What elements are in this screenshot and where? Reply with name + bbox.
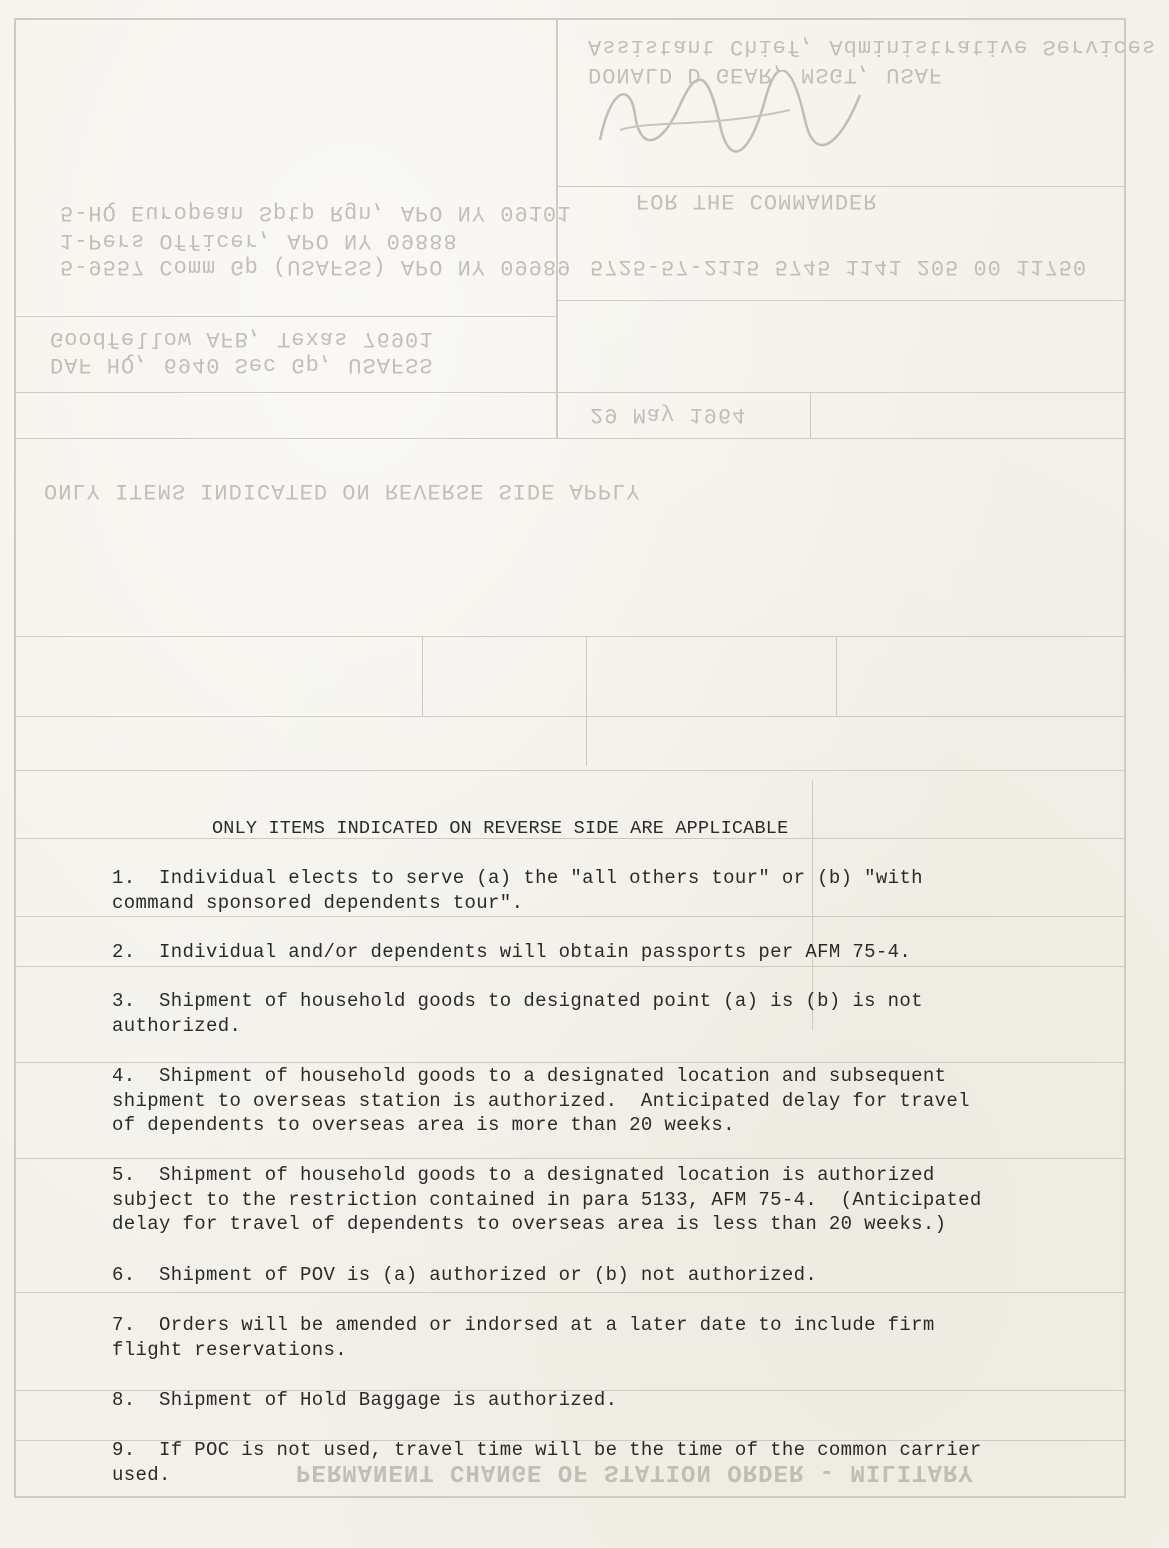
item-line: delay for travel of dependents to overseas area is less than 20 weeks.) <box>112 1213 947 1235</box>
item-line: 9. If POC is not used, travel time will be the time of the common carrier <box>112 1439 982 1461</box>
item-line: 4. Shipment of household goods to a designated location and subsequent <box>112 1065 947 1087</box>
item-line: 2. Individual and/or dependents will obtain passports per AFM 75-4. <box>112 941 912 963</box>
ghost-line: DONALD D GEAR, MSGT, USAF <box>588 62 944 87</box>
list-item <box>112 1313 1042 1362</box>
ghost-line: 5-9557 Comm Gp (USAFSS) APO NY 09989 <box>60 254 572 279</box>
page-heading: ONLY ITEMS INDICATED ON REVERSE SIDE ARE APPLICABLE <box>212 818 789 839</box>
list-item <box>112 989 1042 1038</box>
item-line: 1. Individual elects to serve (a) the "all others tour" or (b) "with <box>112 867 923 889</box>
list-item <box>112 866 1042 915</box>
ghost-line: DAF HQ, 6940 Sec Gp, USAFSS <box>50 352 434 377</box>
item-line: used. <box>112 1463 171 1486</box>
list-item <box>112 1388 1042 1413</box>
item-line: 8. Shipment of Hold Baggage is authorized. <box>112 1389 618 1411</box>
list-item <box>112 1438 1042 1487</box>
ghost-line: ONLY ITEMS INDICATED ON REVERSE SIDE APPLY <box>44 478 641 503</box>
item-line: 7. Orders will be amended or indorsed at a later date to include firm <box>112 1314 935 1336</box>
item-line: shipment to overseas station is authorized. Anticipated delay for travel <box>112 1089 970 1112</box>
ghost-line: 29 May 1964 <box>590 402 747 427</box>
ghost-line: 1-Pers Officer, APO NY 09888 <box>60 228 458 253</box>
item-line: 6. Shipment of POV is (a) authorized or (b) not authorized. <box>112 1264 818 1286</box>
ghost-line: FOR THE COMMANDER <box>636 188 878 213</box>
item-line: subject to the restriction contained in para 5133, AFM 75-4. (Anticipated <box>112 1188 982 1211</box>
item-line: 3. Shipment of household goods to designated point (a) is (b) is not <box>112 990 923 1012</box>
item-line: command sponsored dependents tour". <box>112 891 524 914</box>
item-line: flight reservations. <box>112 1338 348 1361</box>
ghost-line: 5725-57-2115 5745 1141 205 00 11750 <box>590 254 1088 279</box>
item-line: of dependents to overseas area is more than 20 weeks. <box>112 1114 735 1136</box>
list-item <box>112 1263 1042 1288</box>
item-line: authorized. <box>112 1014 242 1037</box>
ghost-line: PERMANENT CHANGE OF STATION ORDER - MILITARY <box>296 1458 974 1485</box>
list-item <box>112 1163 1042 1237</box>
ghost-line: 5-HQ European Sptp Rgn, APO NY 09101 <box>60 200 572 225</box>
list-item <box>112 940 1042 965</box>
ghost-line: Assistant Chief, Administrative Services <box>588 34 1157 59</box>
list-item <box>112 1064 1042 1138</box>
ghost-line: Goodfellow AFB, Texas 76901 <box>50 326 434 351</box>
item-line: 5. Shipment of household goods to a designated location is authorized <box>112 1164 935 1186</box>
